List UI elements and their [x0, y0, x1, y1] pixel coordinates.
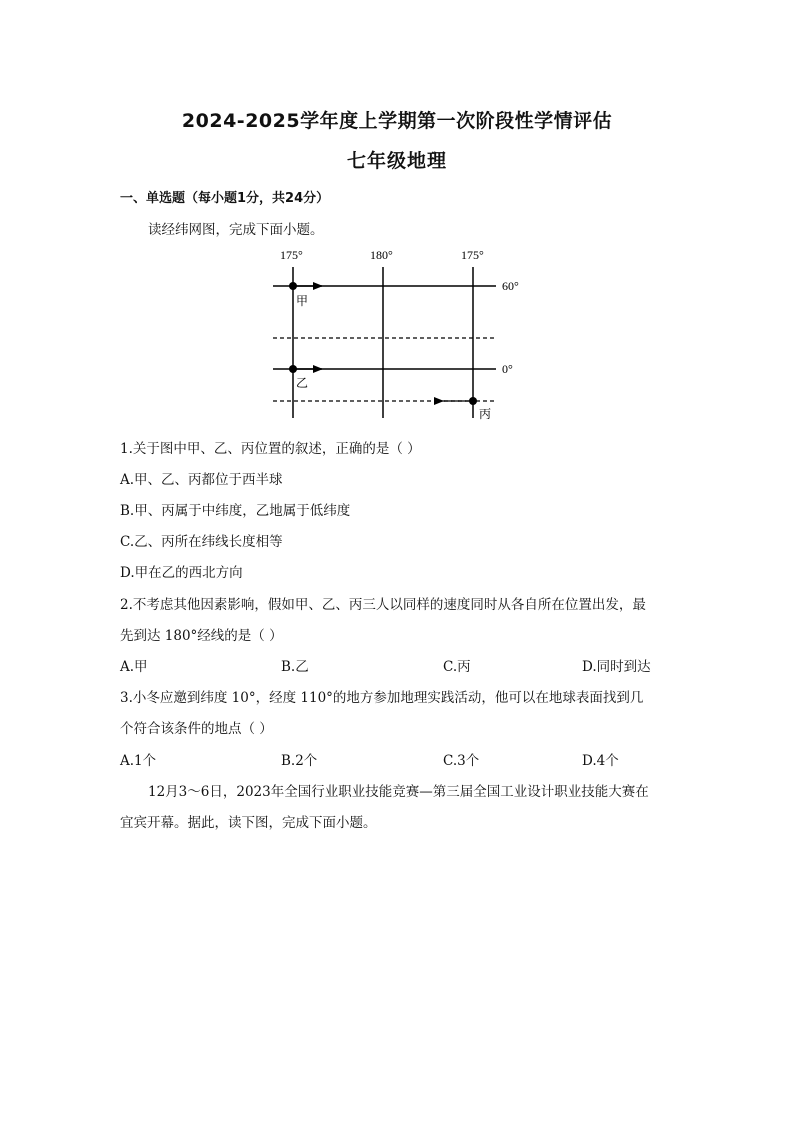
exam-title: 2024-2025学年度上学期第一次阶段性学情评估 — [181, 110, 613, 132]
q1-option-a[interactable]: A.甲、乙、丙都位于西半球 — [120, 472, 283, 488]
q3-option-b[interactable]: B.2个 — [281, 753, 318, 769]
q1-option-c[interactable]: C.乙、丙所在纬线长度相等 — [120, 534, 283, 550]
q3-option-d[interactable]: D.4个 — [582, 753, 619, 769]
point-label-jia: 甲 — [296, 294, 309, 308]
intro-competition-line-2: 宜宾开幕。据此，读下图，完成下面小题。 — [120, 815, 377, 831]
point-label-yi: 乙 — [296, 376, 309, 390]
point-jia — [289, 282, 297, 290]
lon-label-175-west: 175° — [280, 248, 303, 262]
lon-label-180: 180° — [370, 248, 393, 262]
point-yi — [289, 365, 297, 373]
lat-label-60: 60° — [502, 279, 519, 293]
point-bing — [469, 397, 477, 405]
intro-instruction: 读经纬网图，完成下面小题。 — [148, 222, 324, 238]
lon-label-175-east: 175° — [461, 248, 484, 262]
q2-option-d[interactable]: D.同时到达 — [582, 659, 651, 675]
lat-lon-grid-figure — [260, 244, 540, 426]
q1-option-d[interactable]: D.甲在乙的西北方向 — [120, 565, 243, 581]
question-2-stem-line-2: 先到达 180°经线的是（ ） — [120, 628, 283, 644]
q2-option-c[interactable]: C.丙 — [443, 659, 471, 675]
q1-option-b[interactable]: B.甲、丙属于中纬度，乙地属于低纬度 — [120, 503, 351, 519]
q3-option-a[interactable]: A.1个 — [120, 753, 157, 769]
question-3-stem-line-2: 个符合该条件的地点（ ） — [120, 721, 273, 737]
exam-subtitle: 七年级地理 — [346, 150, 447, 172]
section-heading: 一、单选题（每小题1分，共24分） — [120, 191, 330, 206]
lat-label-0: 0° — [502, 362, 513, 376]
q3-option-c[interactable]: C.3个 — [443, 753, 480, 769]
point-label-bing: 丙 — [479, 407, 492, 421]
intro-competition-line-1: 12月3～6日，2023年全国行业职业技能竞赛—第三届全国工业设计职业技能大赛在 — [148, 784, 649, 800]
question-2-stem-line-1: 2.不考虑其他因素影响，假如甲、乙、丙三人以同样的速度同时从各自所在位置出发，最 — [120, 597, 646, 613]
question-3-stem-line-1: 3.小冬应邀到纬度 10°，经度 110°的地方参加地理实践活动，他可以在地球表面找到几 — [120, 690, 644, 706]
question-1-stem: 1.关于图中甲、乙、丙位置的叙述，正确的是（ ） — [120, 441, 421, 457]
q2-option-a[interactable]: A.甲 — [120, 659, 148, 675]
q2-option-b[interactable]: B.乙 — [281, 659, 309, 675]
